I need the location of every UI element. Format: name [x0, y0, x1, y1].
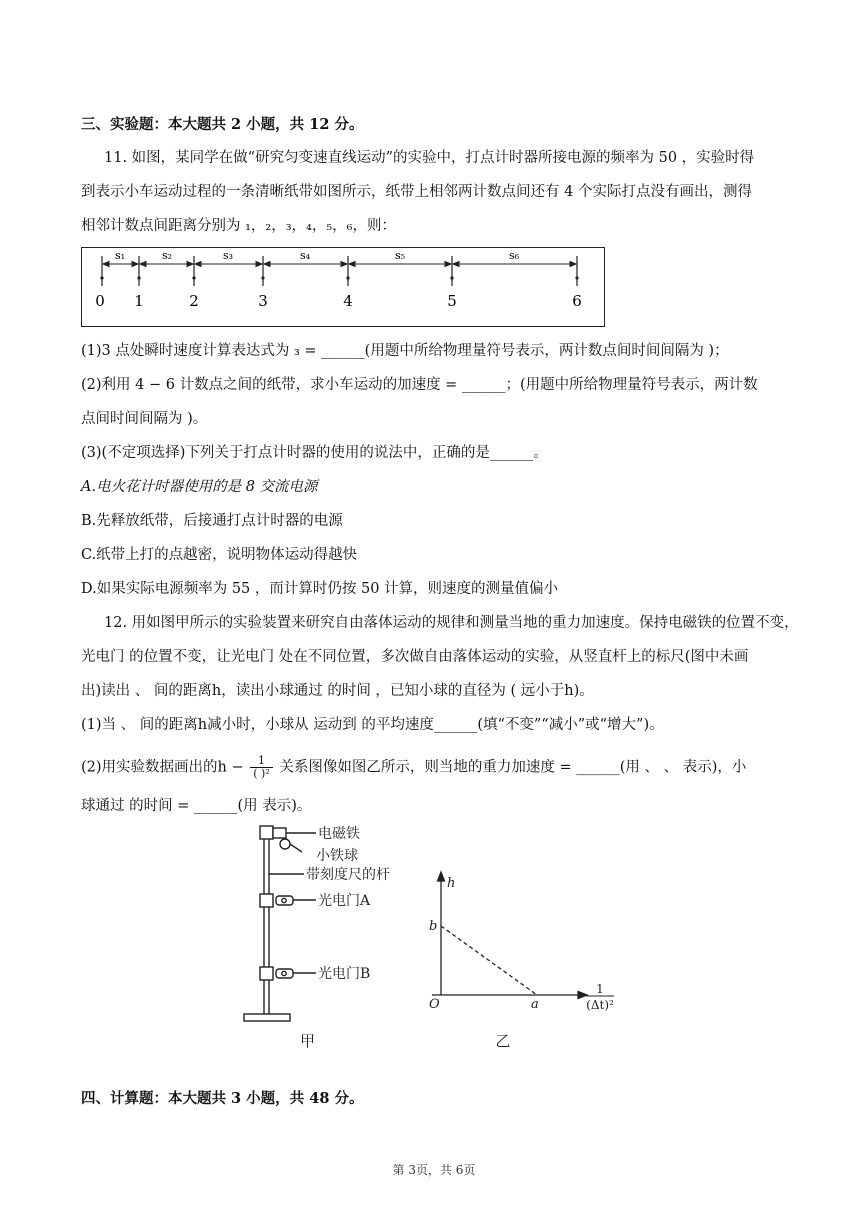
segment-label: s₁	[114, 249, 126, 262]
q12-sub2-line1	[81, 755, 746, 780]
graph-figure	[420, 868, 620, 1054]
x-axis-denominator: (Δt)²	[586, 998, 614, 1012]
paper-tape-figure	[81, 247, 605, 327]
q11-option-b: B.先释放纸带，后接通打点计时器的电源	[81, 513, 343, 529]
q11-option-d: D.如果实际电源频率为 55 ，而计算时仍按 50 计算，则速度的测量值偏小	[81, 581, 559, 597]
label-photogate-b: 光电门B	[318, 966, 371, 982]
segment-label: s₅	[394, 249, 406, 262]
segment-label: s₂	[161, 249, 173, 262]
q11-line3: 相邻计数点间距离分别为 ₁，₂，₃，₄，₅，₆，则：	[81, 218, 396, 234]
y-axis-label: h	[447, 876, 456, 891]
q12-sub1: (1)当 、 间的距离h减小时，小球从 运动到 的平均速度______(填“不变”“减小”或“增大”)。	[81, 717, 664, 733]
x-axis-numerator: 1	[596, 982, 604, 996]
label-iron-ball: 小铁球	[316, 848, 358, 864]
point-label: 4	[343, 292, 353, 310]
figure-caption-jia: 甲	[300, 1032, 316, 1050]
fraction	[250, 755, 273, 780]
q11-sub2-line2: 点间时间间隔为 )。	[81, 411, 208, 427]
q12-line2: 光电门 的位置不变，让光电门 处在不同位置，多次做自由落体运动的实验，从竖直杆上的标尺(图中未画	[81, 649, 749, 665]
segment-label: s₄	[299, 249, 311, 262]
fraction-denominator: ( )²	[253, 767, 270, 780]
segment-label: s₆	[508, 249, 520, 262]
label-scale-rod: 带刻度尺的杆	[306, 867, 390, 883]
segment-label: s₃	[222, 249, 234, 262]
point-label: 6	[572, 292, 582, 310]
q11-sub2-line1: (2)利用 4 − 6 计数点之间的纸带，求小车运动的加速度 = ______；(用题中所给物理量符号表示，两计数	[81, 377, 758, 393]
origin-label: O	[429, 997, 440, 1012]
apparatus-figure	[236, 822, 416, 1054]
q12-sub2-post: 关系图像如图乙所示，则当地的重力加速度 = ______(用 、 、 表示)，小	[279, 759, 747, 776]
q11-option-c: C.纸带上打的点越密，说明物体运动得越快	[81, 547, 358, 563]
q12-line3: 出)读出 、 间的距离h，读出小球通过 的时间 ，已知小球的直径为 ( 远小于h)。	[81, 683, 594, 699]
q12-line1: 12. 用如图甲所示的实验装置来研究自由落体运动的规律和测量当地的重力加速度。保持电磁铁的位置不变，	[104, 615, 799, 631]
point-label: 3	[258, 292, 268, 310]
a-label: a	[531, 997, 539, 1012]
q11-sub1: (1)3 点处瞬时速度计算表达式为 ₃ = ______(用题中所给物理量符号表示，两计数点间时间间隔为 )；	[81, 343, 729, 359]
q12-sub2-pre: (2)用实验数据画出的h −	[81, 759, 244, 776]
section-heading-calculation: 四、计算题：本大题共 3 小题，共 48 分。	[81, 1090, 364, 1107]
q11-sub3: (3)(不定项选择)下列关于打点计时器的使用的说法中，正确的是______。	[81, 445, 548, 461]
point-label: 5	[447, 292, 457, 310]
paper-tape-svg	[82, 248, 604, 326]
point-label: 2	[189, 292, 199, 310]
dashed-line	[441, 926, 537, 995]
q12-sub2-line2: 球通过 的时间 = ______(用 表示)。	[81, 798, 312, 814]
label-photogate-a: 光电门A	[318, 893, 371, 909]
fraction-numerator: 1	[250, 755, 273, 768]
page-footer: 第 3页，共 6页	[392, 1163, 476, 1177]
figure-caption-yi: 乙	[495, 1032, 511, 1050]
section-heading-experiment: 三、实验题：本大题共 2 小题，共 12 分。	[81, 116, 364, 133]
point-label: 1	[134, 292, 144, 310]
point-label: 0	[95, 292, 105, 310]
label-electromagnet: 电磁铁	[318, 826, 360, 842]
q11-option-a: A.电火花计时器使用的是 8 交流电源	[81, 479, 318, 495]
q11-line1: 11. 如图，某同学在做“研究匀变速直线运动”的实验中，打点计时器所接电源的频率为 50 ，实验时得	[104, 150, 755, 166]
b-label: b	[429, 919, 438, 934]
q11-line2: 到表示小车运动过程的一条清晰纸带如图所示，纸带上相邻两计数点间还有 4 个实际打点没有画出，测得	[81, 184, 752, 200]
